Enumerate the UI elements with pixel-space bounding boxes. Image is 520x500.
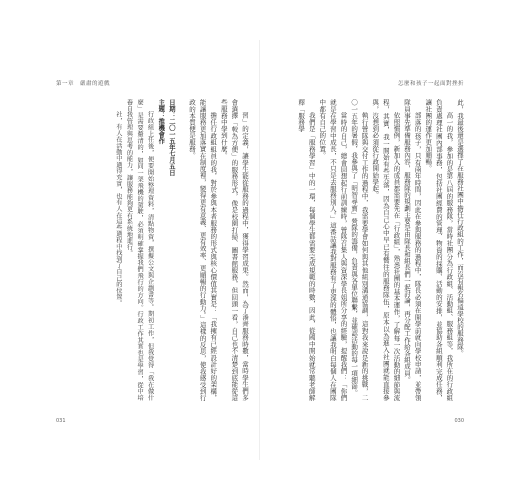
paragraph: 依照慣例，新加入的成員都需要先在「行政組」，熟悉社團的基本運作，了解每一次活動的細節與流程，其實，我一開始有些失落，因為自己心中早已有嚮往的服務隊伍，原本以為進入社團就能直接參與，沒想到必須從行政開始學起。 — [371, 99, 401, 401]
diary-body: 行政組上任後，便要開始整理資料，清點物資，撰擬公文與企劃書等。期初工作，但我覺得「我在做什麼」是需要釐清的，如同一架飛機的駕駛，必須明確掌握我們飛行的方向。行政工作其實也是學習，從中培養自我管理與思考的能力，讓服務能夠更有系統地進行。 — [125, 99, 154, 401]
running-head-left: 第一章 嚴肅的遊戲 — [56, 81, 111, 87]
diary-closing: 社，有人在活動中過得充實，也有人在這些過程中找到了自己的位置。 — [114, 111, 122, 307]
paragraph: 擔任行政組組員的我，對於參與本者服務的形式與核心價值其實是：「我擁有已經設計好的架構，能讓服務更加落實在制度裡，變得更有意義、更有效率、更順暢的行動力。」這樣的反思，使我感受到行政的本質便是服務。 — [188, 99, 218, 401]
paragraph: 高一的我，參加的是第八屆的服務隊，當時社團分為行政組、活動組、服務組等，我所在的行政組負責處理社團內部事務，包括社團經費的管理、物資的採購、活動的安排，並協助各組順利完成任務，讓社團的運作更加順暢。 — [424, 99, 454, 401]
paragraph: 習」的定義，讓學生能從服務的過程中，獲得學習成果。然而，為了湊齊服務時數，當時學生們多會選擇「較為方便」的服務形式，像是校園打掃、圖書館服務，但回頭一看，自己也不清楚到底能從這些服務中學到什麼。 — [219, 99, 249, 401]
diary-topic: 主題：推機會作 — [157, 99, 165, 144]
paragraph: 當時的自己，總會回想起行前訓練時，營隊召集人與資深學長姐所分享的經驗，提醒我們：「你們就是在學習中成長，不只是去服務別人。」這番話讓我對服務有了更深的體悟，也讓我明白每個人在團隊中都有自己的位置。 — [318, 99, 348, 401]
paragraph: 執行營隊與交付工作的過程中，我需要學會如何與其他組別溝通協調，這對我來說是新的挑戰，二〇一五年的暑假，我參與了「明智尋寶」營隊的籌備，負責與各單位聯繫，並確認活動的每一項細節。 — [350, 99, 369, 401]
diary-date: 日期：二〇一五年七月五日 — [167, 99, 175, 176]
paragraph: 部落的孩子，只有兩年時間，因此在參與服務的過程中，隊長必須在開學前就向學校申請，並帶領隊員事先準備服務內容，服務隊的規劃主要是由隊長和組長們一起討論，再分配工作給各組成員。 — [403, 99, 422, 401]
page-number-left: 031 — [56, 418, 66, 424]
text-column-right — [257, 99, 465, 401]
paragraph: 我們是「服務學習」中的一環，每個學生都需要完成規範的時數，因此，從國中開始就常聽老師解釋「服務學 — [297, 99, 316, 401]
right-page — [260, 0, 520, 500]
running-head-right: 怎麼和孩子一起面對挫折 — [397, 81, 464, 87]
text-column-left — [58, 99, 250, 401]
page-number-right: 030 — [454, 418, 464, 424]
paragraph: 此，我最後還是選擇了在服務社團中擔任行政組的工作，而沒有報名偏遠學校的服務隊。 — [456, 99, 464, 357]
